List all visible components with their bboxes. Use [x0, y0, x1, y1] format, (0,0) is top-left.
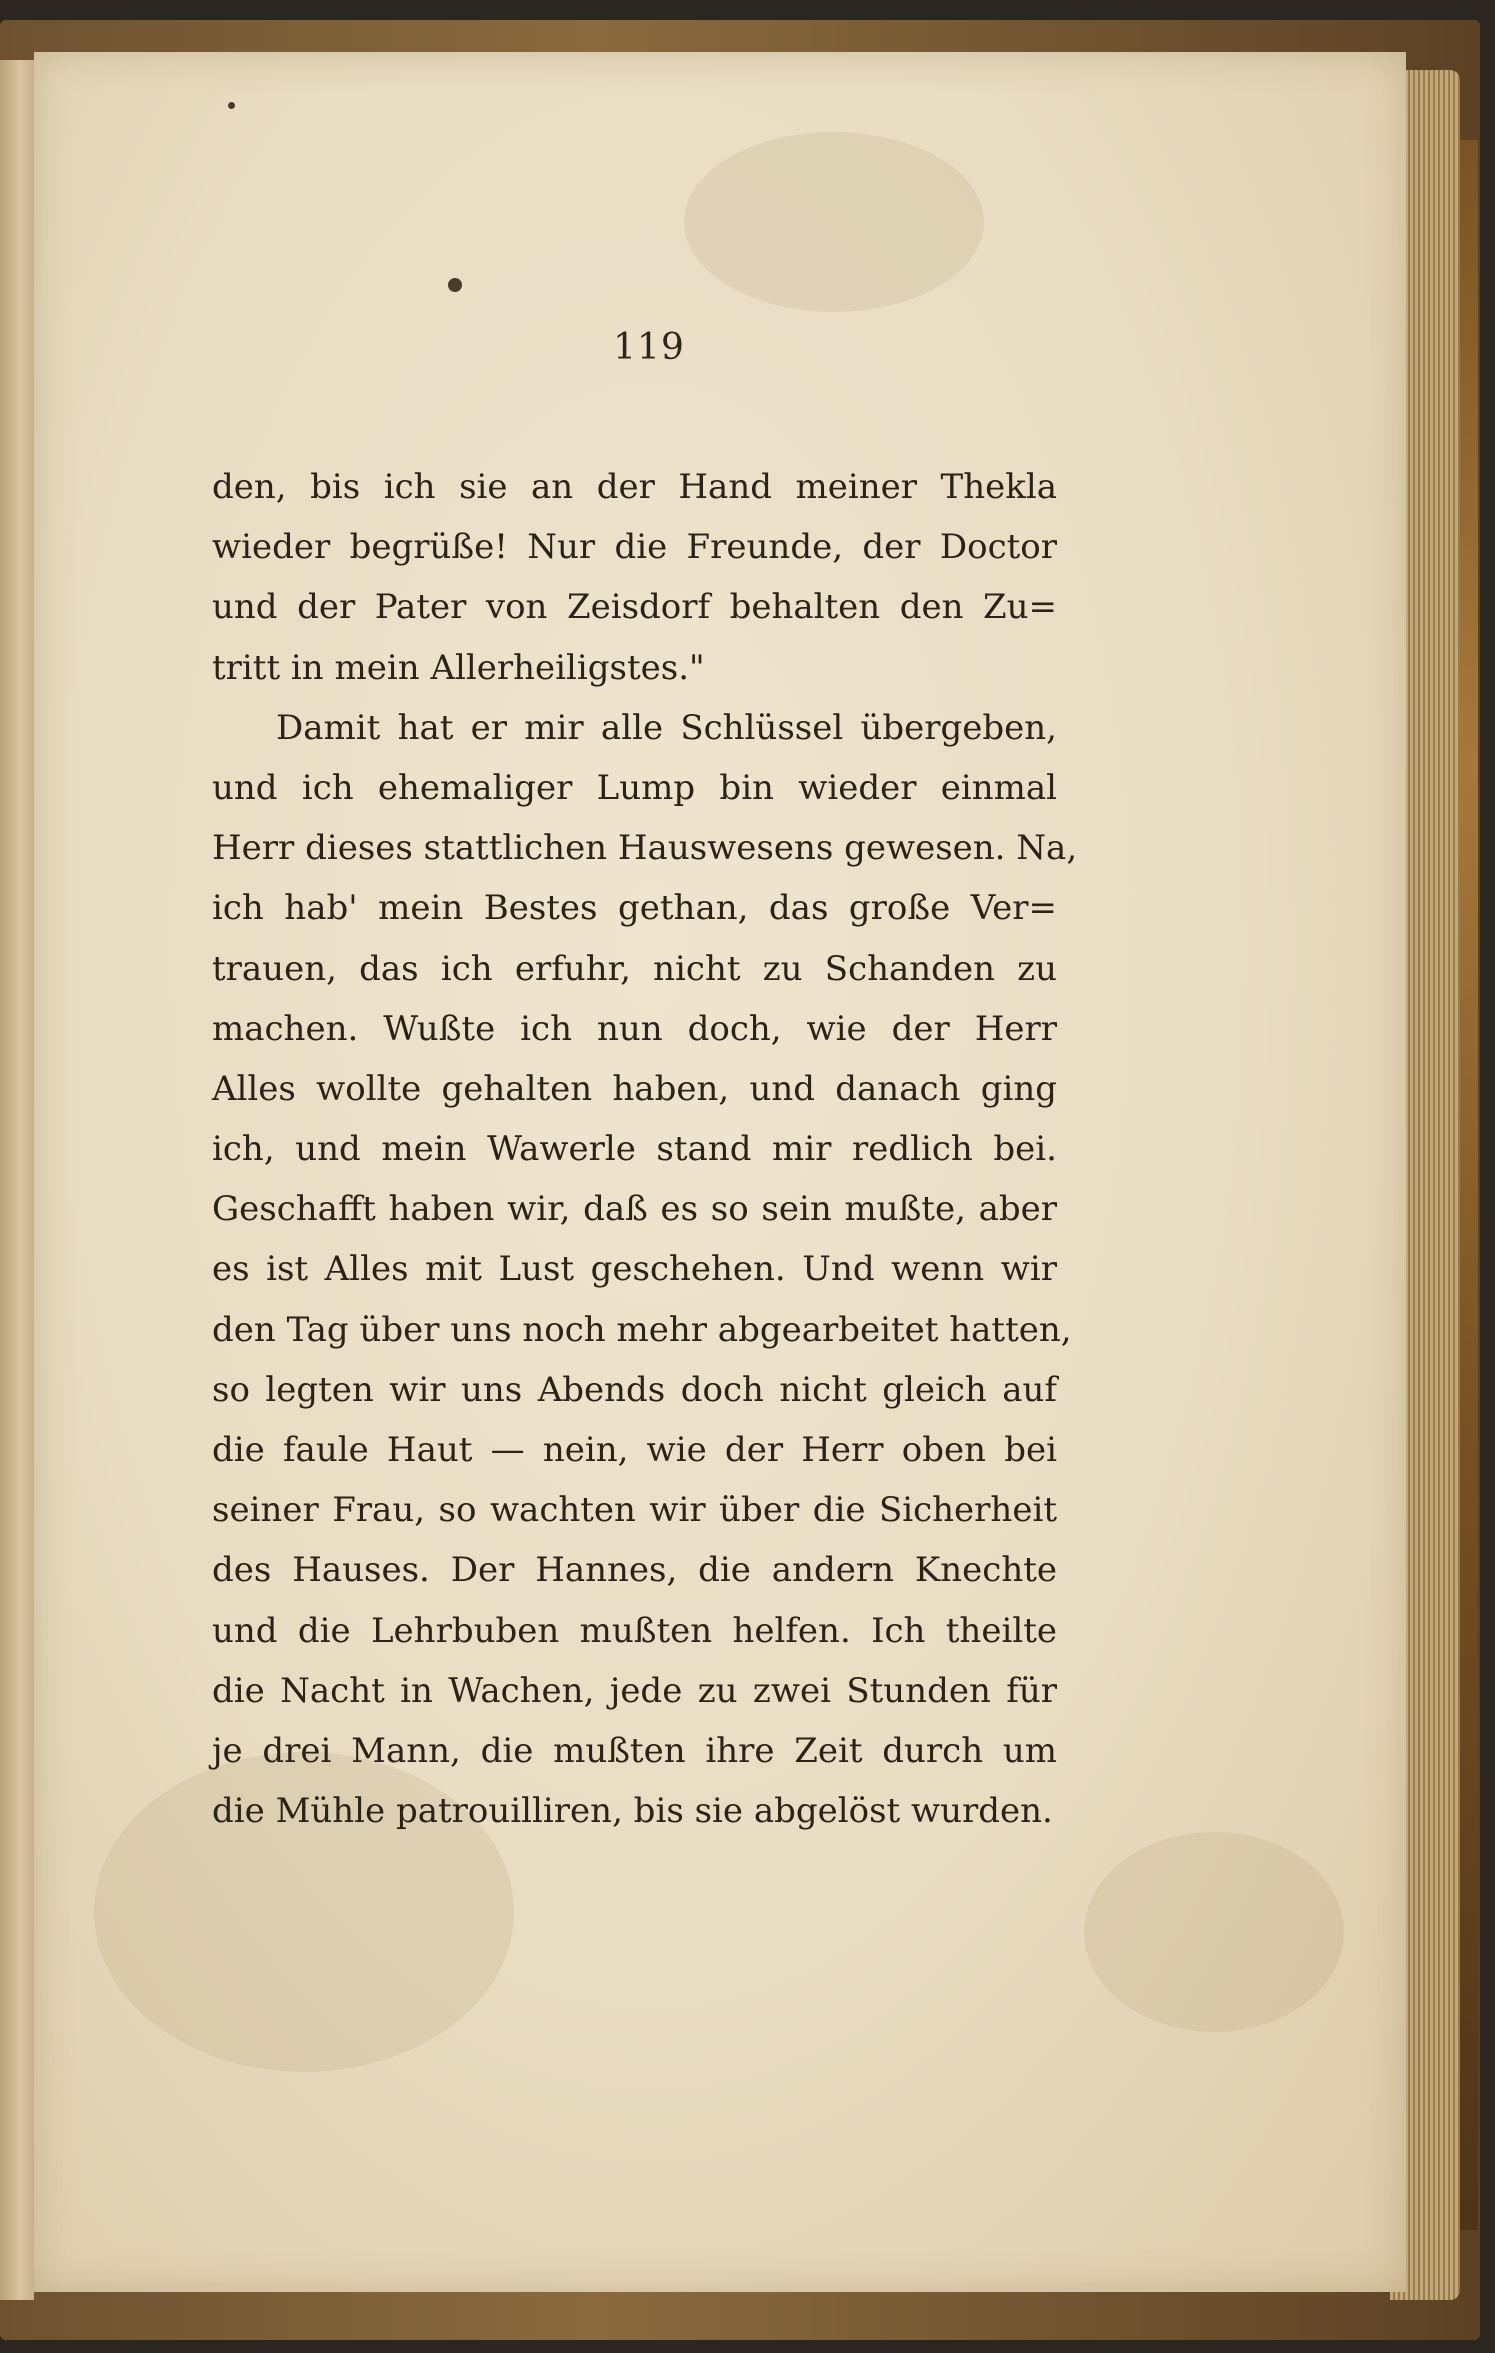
text-line: und der Pater von Zeisdorf behalten den Zu=: [212, 587, 1057, 628]
text-line: machen. Wußte ich nun doch, wie der Herr: [212, 1008, 1057, 1049]
text-line: den Tag über uns noch mehr abgearbeitet hatten,: [212, 1309, 1072, 1350]
text-line: und ich ehemaliger Lump bin wieder einmal: [212, 767, 1057, 808]
text-line: es ist Alles mit Lust geschehen. Und wenn wir: [212, 1249, 1057, 1290]
page-number: 119: [613, 327, 685, 368]
text-line: die faule Haut — nein, wie der Herr oben bei: [212, 1430, 1057, 1470]
book-page: [34, 52, 1406, 2292]
text-line: Alles wollte gehalten haben, und danach ging: [212, 1068, 1057, 1109]
paper-stain: [684, 132, 984, 312]
text-line: und die Lehrbuben mußten helfen. Ich theilte: [212, 1610, 1057, 1651]
text-line: Herr dieses stattlichen Hauswesens gewesen. Na,: [212, 828, 1078, 869]
text-line: die Mühle patrouilliren, bis sie abgelöst wurden.: [212, 1791, 1053, 1832]
ink-spot: [228, 102, 235, 109]
text-line: den, bis ich sie an der Hand meiner Thekla: [212, 467, 1057, 507]
text-line: tritt in mein Allerheiligstes.": [212, 647, 705, 688]
text-line: je drei Mann, die mußten ihre Zeit durch um: [212, 1730, 1057, 1771]
text-line: ich, und mein Wawerle stand mir redlich bei.: [212, 1129, 1057, 1170]
text-line: Damit hat er mir alle Schlüssel übergeben,: [276, 707, 1057, 748]
text-line: des Hauses. Der Hannes, die andern Knechte: [212, 1550, 1057, 1591]
text-line: Geschafft haben wir, daß es so sein mußte, aber: [212, 1189, 1057, 1230]
text-line: wieder begrüße! Nur die Freunde, der Doctor: [212, 527, 1057, 568]
text-line: seiner Frau, so wachten wir über die Sicherheit: [212, 1490, 1057, 1531]
left-page-edge: [0, 60, 34, 2300]
text-line: die Nacht in Wachen, jede zu zwei Stunden für: [212, 1670, 1057, 1711]
paper-stain: [1084, 1832, 1344, 2032]
text-line: ich hab' mein Bestes gethan, das große Ver=: [212, 888, 1057, 929]
ink-spot: [448, 278, 462, 292]
text-line: so legten wir uns Abends doch nicht gleich auf: [212, 1369, 1057, 1410]
page-body-text: [212, 457, 1078, 1841]
text-line: trauen, das ich erfuhr, nicht zu Schanden zu: [212, 948, 1057, 989]
